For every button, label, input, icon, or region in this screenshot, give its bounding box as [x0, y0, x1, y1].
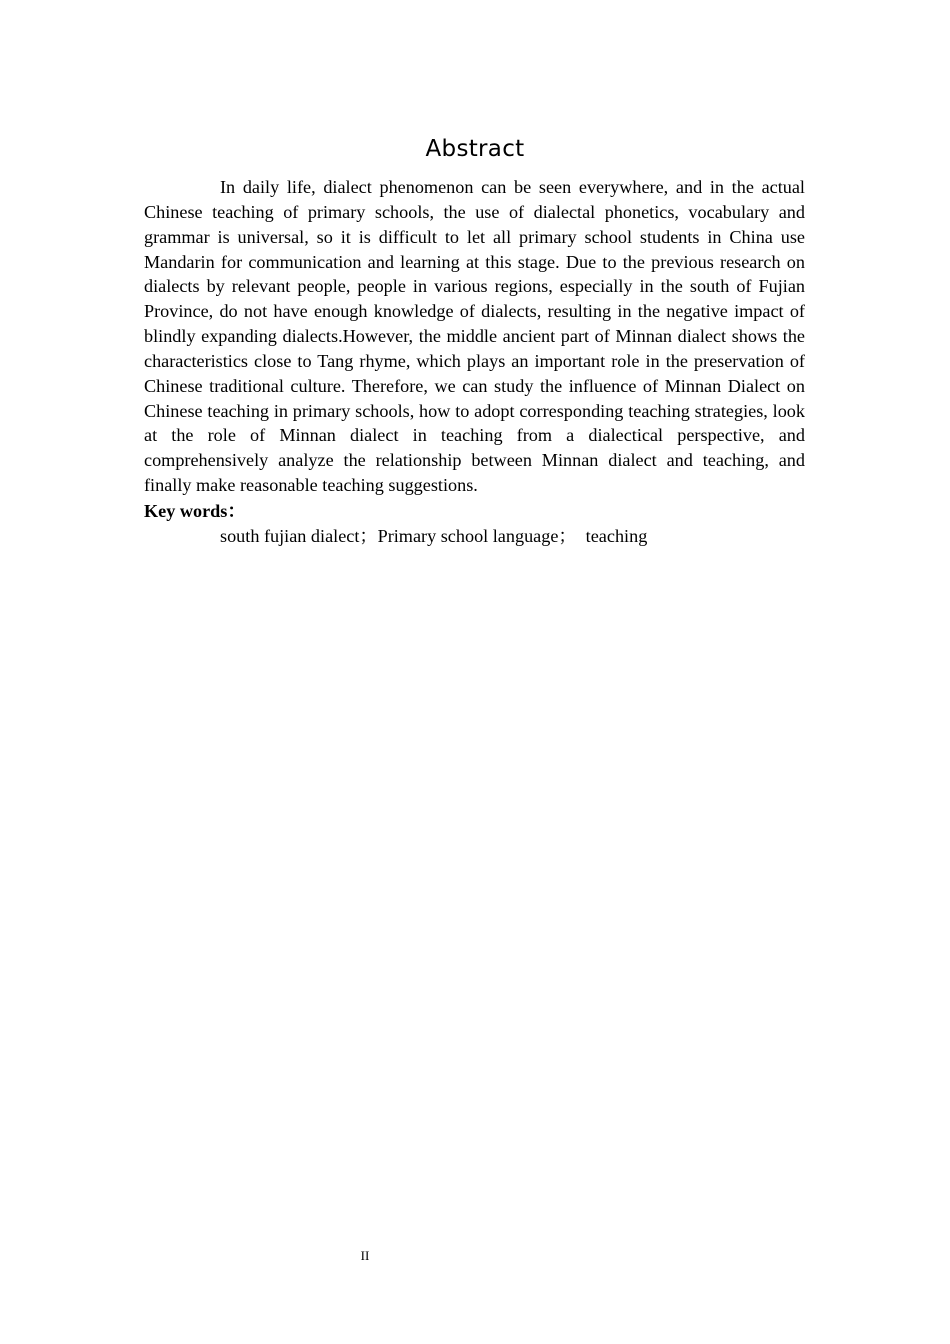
keywords-list: south fujian dialect；Primary school language； teaching	[220, 526, 648, 546]
page-number: II	[360, 1248, 370, 1263]
abstract-title: Abstract	[425, 136, 525, 162]
keywords-heading: Key words：	[144, 501, 246, 521]
abstract-paragraph: In daily life, dialect phenomenon can be seen everywhere, and in the actual Chinese teaching of primary schools, the use of dialectal phonetics, vocabulary and grammar is universal, so it is difficult to let all primary school students in China use Mandarin for communication and learning at this stage. Due to the previous research on dialects by relevant people, people in various regions, especially in the south of Fujian Province, do not have enough knowledge of dialects, resulting in the negative impact of blindly expanding dialects.However, the middle ancient part of Minnan dialect shows the characteristics close to Tang rhyme, which plays an important role in the preservation of Chinese traditional culture. Therefore, we can study the influence of Minnan Dialect on Chinese teaching in primary schools, how to adopt corresponding teaching strategies, look at the role of Minnan dialect in teaching from a dialectical perspective, and comprehensively analyze the relationship between Minnan dialect and teaching, and finally make reasonable teaching suggestions.	[144, 177, 805, 496]
